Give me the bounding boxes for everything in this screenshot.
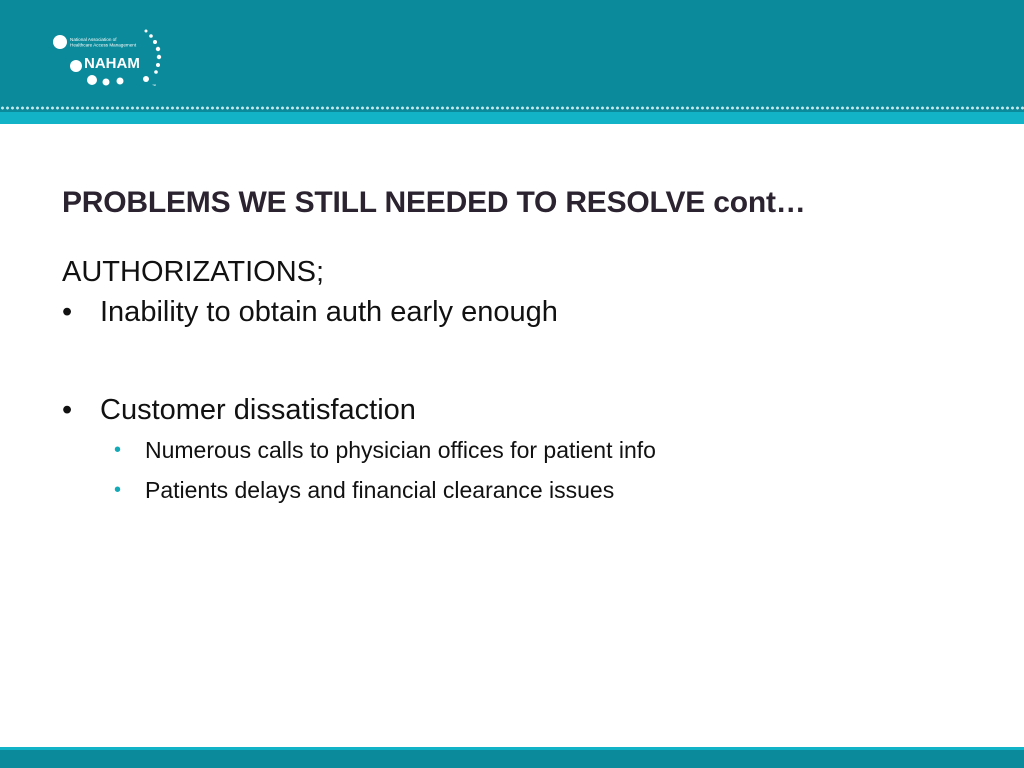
section-heading: AUTHORIZATIONS; — [62, 256, 325, 288]
bullet-text: Customer dissatisfaction — [100, 394, 416, 426]
logo-org-line2: Healthcare Access Management — [70, 42, 137, 48]
bullet-text: Inability to obtain auth early enough — [100, 296, 558, 328]
bullet-item — [62, 390, 962, 430]
logo-org-line1: National Association of — [70, 37, 117, 42]
header-dotted-line — [0, 104, 1024, 112]
sub-bullet-icon: • — [114, 439, 122, 461]
sub-bullet-text: Numerous calls to physician offices for patient info — [145, 437, 656, 463]
sub-bullet-icon: • — [114, 479, 122, 501]
slide-title: PROBLEMS WE STILL NEEDED TO RESOLVE cont… — [62, 186, 806, 219]
sub-bullet-item — [62, 430, 962, 470]
naham-logo — [46, 24, 176, 94]
footer-accent-strip — [0, 747, 1024, 750]
bullet-icon: • — [62, 394, 73, 426]
header-accent-strip — [0, 112, 1024, 124]
logo-acronym: NAHAM — [84, 55, 140, 72]
footer-bar — [0, 747, 1024, 768]
sub-bullet-item — [62, 470, 962, 510]
bullet-item — [62, 292, 962, 332]
logo-trademark: ™ — [152, 83, 156, 88]
slide-body — [62, 252, 962, 510]
sub-bullet-text: Patients delays and financial clearance issues — [145, 477, 615, 503]
bullet-icon: • — [62, 296, 73, 328]
